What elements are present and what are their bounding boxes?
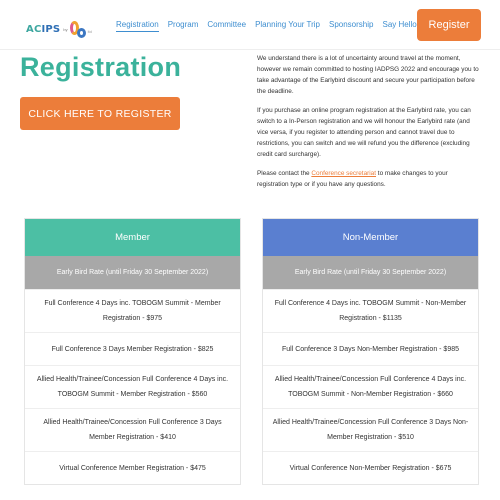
- table-row: Full Conference 3 Days Member Registration - $825: [25, 332, 240, 365]
- logo-by-text: by: [63, 27, 68, 32]
- nav-planning-your-trip[interactable]: Planning Your Trip: [255, 20, 320, 29]
- table-row: Virtual Conference Member Registration - $475: [25, 451, 240, 484]
- intro-paragraph-2: If you purchase an online program registration at the Earlybird rate, you can switch to a In-Person registration and we will honour the Earlybird rate (and vice versa, if you register to attending person and cannot travel due to restrictions, you can switch and we will refund you the difference (excluding credit card surcharge).: [257, 107, 471, 158]
- nav-sponsorship[interactable]: Sponsorship: [329, 20, 374, 29]
- table-row: Allied Health/Trainee/Concession Full Conference 3 Days Member Registration - $410: [25, 408, 240, 451]
- table-row: Full Conference 3 Days Non-Member Registration - $985: [263, 332, 478, 365]
- non-member-early-bird-label: Early Bird Rate (until Friday 30 September 2022): [263, 256, 478, 289]
- click-to-register-button[interactable]: CLICK HERE TO REGISTER: [20, 97, 180, 130]
- site-logo[interactable]: [26, 15, 92, 35]
- main-nav: [116, 20, 426, 32]
- register-button[interactable]: Register: [417, 9, 481, 41]
- non-member-heading: Non-Member: [263, 219, 478, 256]
- member-heading: Member: [25, 219, 240, 256]
- member-early-bird-label: Early Bird Rate (until Friday 30 September 2022): [25, 256, 240, 289]
- nav-program[interactable]: Program: [167, 20, 199, 29]
- member-pricing-table: [24, 218, 241, 485]
- non-member-pricing-table: [262, 218, 479, 485]
- table-row: Allied Health/Trainee/Concession Full Conference 4 Days inc. TOBOGM Summit - Non-Member Registration - $660: [263, 365, 478, 408]
- table-row: Allied Health/Trainee/Concession Full Conference 3 Days Non-Member Registration - $510: [263, 408, 478, 451]
- table-row: Allied Health/Trainee/Concession Full Conference 4 Days inc. TOBOGM Summit - Member Registration - $560: [25, 365, 240, 408]
- intro-paragraph-3: Please contact the Conference secretariat to make changes to your registration type or if you have any questions.: [257, 170, 448, 188]
- nav-committee[interactable]: Committee: [207, 20, 247, 29]
- intro-text: [257, 53, 479, 198]
- partner-tag: ltd: [87, 29, 92, 34]
- page-title: Registration: [20, 52, 182, 82]
- conference-secretariat-link[interactable]: Conference secretariat: [311, 170, 377, 177]
- site-header: [0, 0, 500, 50]
- table-row: Full Conference 4 Days inc. TOBOGM Summit - Member Registration - $975: [25, 289, 240, 332]
- table-row: Virtual Conference Non-Member Registration - $675: [263, 451, 478, 484]
- logo-wordmark: ACIPS: [26, 24, 61, 35]
- intro-paragraph-1: We understand there is a lot of uncertainty around travel at the moment, however we remain committed to hosting IADPSG 2022 and encourage you to take advantage of the Earlybird discount and secure your participation before the deadline.: [257, 55, 479, 95]
- nav-registration[interactable]: Registration: [116, 20, 159, 32]
- table-row: Full Conference 4 Days inc. TOBOGM Summit - Non-Member Registration - $1135: [263, 289, 478, 332]
- partner-logo-icon: [70, 21, 86, 35]
- nav-say-hello[interactable]: Say Hello: [382, 20, 417, 29]
